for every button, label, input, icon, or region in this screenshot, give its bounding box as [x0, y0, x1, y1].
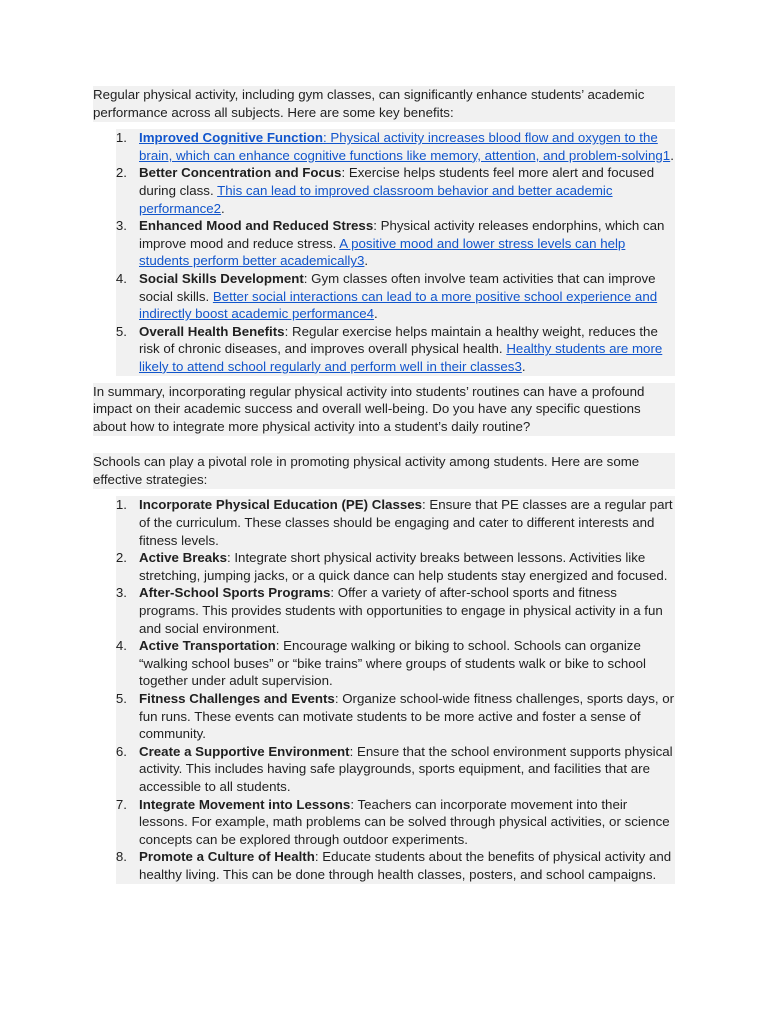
benefits-list [116, 129, 675, 375]
list-item: 4. Active Transportation: Encourage walking or biking to school. Schools can organize “walking school buses” or “bike trains” where groups of students walk or bike to school together under adult supervision. [115, 638, 646, 689]
list-item: 6. Create a Supportive Environment: Ensure that the school environment supports physical activity. This includes having safe playgrounds, sports equipment, and facilities that are accessible to all students. [115, 743, 673, 794]
citation-link[interactable]: This can lead to improved classroom behavior and better academic performance2 [139, 182, 613, 216]
document-page [93, 86, 675, 884]
list-item: 2. Better Concentration and Focus: Exercise helps students feel more alert and focused during class. This can lead to improved classroom behavior and better academic performance2. [115, 165, 655, 216]
intro-paragraph: Regular physical activity, including gym classes, can significantly enhance students’ academic performance across all subjects. Here are some key benefits: [93, 86, 675, 122]
list-item: 3. Enhanced Mood and Reduced Stress: Physical activity releases endorphins, which can improve mood and reduce stress. A positive mood and lower stress levels can help students perform better academically3. [115, 218, 665, 269]
list-item: 7. Integrate Movement into Lessons: Teachers can incorporate movement into their lessons. For example, math problems can be solved through physical activities, or science concepts can be explored through outdoor experiments. [115, 796, 670, 847]
citation-link[interactable]: Improved Cognitive Function: Physical activity increases blood flow and oxygen to the brain, which can enhance cognitive functions like memory, attention, and problem-solving1 [139, 130, 671, 163]
citation-link[interactable]: Better social interactions can lead to a more positive school experience and indirectly boost academic performance4 [139, 288, 658, 322]
list-item: 2. Active Breaks: Integrate short physical activity breaks between lessons. Activities like stretching, jumping jacks, or a quick dance can help students stay energized and focused. [115, 550, 668, 583]
list-item: 5. Overall Health Benefits: Regular exercise helps maintain a healthy weight, reduces the risk of chronic diseases, and improves overall physical health. Healthy students are more likely to attend school regularly and perform well in their classes3. [115, 323, 663, 374]
strategies-list [116, 496, 675, 883]
list-item: 1. Improved Cognitive Function: Physical activity increases blood flow and oxygen to the brain, which can enhance cognitive functions like memory, attention, and problem-solving1. [115, 130, 674, 163]
list-item: 8. Promote a Culture of Health: Educate students about the benefits of physical activity and healthy living. This can be done through health classes, posters, and school campaigns. [115, 849, 672, 882]
citation-link[interactable]: A positive mood and lower stress levels can help students perform better academically3 [139, 235, 626, 269]
list-item: 5. Fitness Challenges and Events: Organize school-wide fitness challenges, sports days, or fun runs. These events can motivate students to be more active and foster a sense of community. [115, 691, 675, 742]
summary-paragraph: In summary, incorporating regular physical activity into students’ routines can have a profound impact on their academic success and overall well-being. Do you have any specific questions about how to integrate more physical activity into a student’s daily routine? [93, 383, 675, 437]
citation-link[interactable]: Healthy students are more likely to attend school regularly and perform well in their classes3 [139, 341, 663, 374]
strategies-intro-paragraph: Schools can play a pivotal role in promoting physical activity among students. Here are some effective strategies: [93, 453, 675, 489]
list-item: 4. Social Skills Development: Gym classes often involve team activities that can improve social skills. Better social interactions can lead to a more positive school experience and indirectly boost academic performance4. [115, 270, 658, 322]
list-item: 1. Incorporate Physical Education (PE) Classes: Ensure that PE classes are a regular part of the curriculum. These classes should be engaging and cater to different interests and fitness levels. [115, 497, 673, 548]
list-item: 3. After-School Sports Programs: Offer a variety of after-school sports and fitness programs. This provides students with opportunities to engage in physical activity in a fun and social environment. [115, 585, 663, 636]
